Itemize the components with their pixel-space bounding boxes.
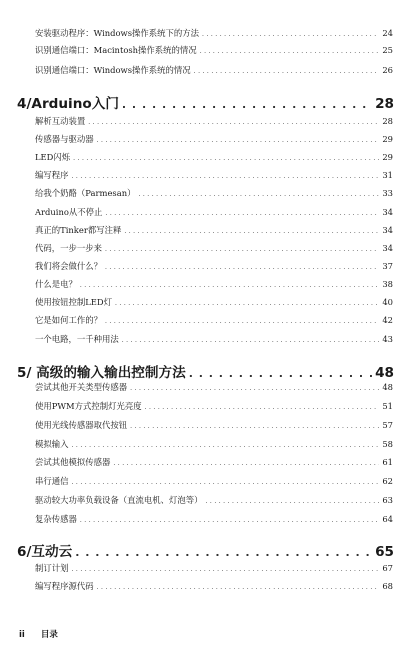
toc-dot-leader xyxy=(88,119,379,126)
toc-section-entry xyxy=(35,475,393,489)
toc-page-number: 37 xyxy=(382,261,393,271)
toc-entry-title: 传感器与驱动器 xyxy=(35,134,94,144)
toc-page-number: 25 xyxy=(382,45,393,55)
toc-page-number: 40 xyxy=(382,297,393,307)
toc-section-entry xyxy=(35,206,393,220)
toc-page-number: 48 xyxy=(382,382,393,392)
toc-page-number: 31 xyxy=(382,170,393,180)
toc-chapter-entry xyxy=(17,92,394,112)
toc-entry-title: 给我个奶酪（Parmesan） xyxy=(35,188,136,198)
toc-section-entry xyxy=(35,494,393,508)
toc-section-entry xyxy=(35,314,393,328)
toc-dot-leader xyxy=(72,442,380,449)
toc-page-number: 62 xyxy=(382,476,393,486)
toc-entry-title: 模拟输入 xyxy=(35,439,69,449)
toc-dot-leader xyxy=(97,584,380,591)
toc-entry-title: 6/互动云 xyxy=(17,544,73,560)
toc-dot-leader xyxy=(200,48,380,55)
toc-page-number: 24 xyxy=(382,28,393,38)
toc-page-number: 43 xyxy=(382,334,393,344)
toc-entry-title: 我们将会做什么？ xyxy=(35,261,102,271)
toc-entry-title: 尝试其他开关类型传感器 xyxy=(35,382,128,392)
toc-entry-title: 4/Arduino入门 xyxy=(17,96,119,112)
toc-dot-leader xyxy=(105,246,379,253)
toc-dot-leader xyxy=(72,173,380,180)
page-footer xyxy=(19,628,58,640)
toc-dot-leader xyxy=(72,479,380,486)
toc-section-entry xyxy=(35,260,393,274)
toc-dot-leader xyxy=(113,460,379,467)
toc-page-number: 58 xyxy=(382,439,393,449)
toc-section-entry xyxy=(35,513,393,527)
toc-dot-leader xyxy=(115,300,379,307)
toc-section-entry xyxy=(35,187,393,201)
toc-section-entry xyxy=(35,296,393,310)
toc-page-number: 34 xyxy=(382,207,393,217)
toc-dot-leader xyxy=(122,337,380,344)
toc-entry-title: 串行通信 xyxy=(35,476,69,486)
toc-entry-title: 一个电路，一千种用法 xyxy=(35,334,119,344)
toc-dot-leader xyxy=(130,385,379,392)
toc-entry-title: 编写程序源代码 xyxy=(35,581,94,591)
toc-dot-leader xyxy=(73,155,379,162)
toc-entry-title: 制订计划 xyxy=(35,563,69,573)
toc-entry-title: 使用按钮控制LED灯 xyxy=(35,297,113,307)
toc-page-number: 38 xyxy=(382,279,393,289)
toc-entry-title: 代码，一步一步来 xyxy=(35,243,102,253)
toc-dot-leader xyxy=(138,191,379,198)
toc-dot-leader xyxy=(206,498,380,505)
toc-page-number: 29 xyxy=(382,152,393,162)
toc-section-entry xyxy=(35,169,393,183)
footer-page-number: ii xyxy=(19,630,25,640)
toc-section-entry xyxy=(35,381,393,395)
toc-section-entry xyxy=(35,438,393,452)
toc-section-entry xyxy=(35,562,393,576)
toc-section-entry xyxy=(35,151,393,165)
toc-page-number: 29 xyxy=(382,134,393,144)
toc-entry-title: 使用光线传感器取代按钮 xyxy=(35,420,128,430)
toc-page-number: 68 xyxy=(382,581,393,591)
toc-entry-title: 识别通信端口：Windows操作系统的情况 xyxy=(35,65,191,75)
toc-entry-title: LED闪烁 xyxy=(35,152,71,162)
toc-chapter-entry xyxy=(17,361,394,381)
toc-dot-leader xyxy=(97,137,380,144)
toc-page-number: 28 xyxy=(382,116,393,126)
toc-page-number: 26 xyxy=(382,65,393,75)
toc-dot-leader xyxy=(145,404,380,411)
footer-label: 目录 xyxy=(40,630,58,640)
toc-section-entry xyxy=(35,456,393,470)
toc-page-number: 64 xyxy=(382,514,393,524)
toc-entry-title: 安装驱动程序：Windows操作系统下的方法 xyxy=(35,28,200,38)
toc-page-number: 51 xyxy=(382,401,393,411)
toc-entry-title: 驱动较大功率负载设备（直流电机、灯泡等） xyxy=(35,495,203,505)
toc-dot-leader xyxy=(189,367,372,380)
toc-section-entry xyxy=(35,333,393,347)
toc-section-entry xyxy=(35,44,393,58)
toc-section-entry xyxy=(35,115,393,129)
toc-dot-leader xyxy=(72,566,380,573)
toc-dot-leader xyxy=(105,318,379,325)
toc-section-entry xyxy=(35,242,393,256)
toc-page-number: 67 xyxy=(382,563,393,573)
toc-page-number: 42 xyxy=(382,315,393,325)
toc-entry-title: 什么是电？ xyxy=(35,279,77,289)
toc-entry-title: 真正的Tinker都写注释 xyxy=(35,225,122,235)
toc-entry-title: 识别通信端口：Macintosh操作系统的情况 xyxy=(35,45,197,55)
toc-dot-leader xyxy=(202,31,379,38)
toc-dot-leader xyxy=(80,282,379,289)
toc-section-entry xyxy=(35,27,393,41)
toc-section-entry xyxy=(35,224,393,238)
toc-page-number: 48 xyxy=(375,365,394,381)
toc-dot-leader xyxy=(105,264,379,271)
toc-chapter-entry xyxy=(17,540,394,560)
toc-page-number: 34 xyxy=(382,243,393,253)
toc-entry-title: 解析互动装置 xyxy=(35,116,86,126)
toc-entry-title: 尝试其他模拟传感器 xyxy=(35,457,111,467)
toc-section-entry xyxy=(35,419,393,433)
toc-page-number: 57 xyxy=(382,420,393,430)
toc-page-number: 65 xyxy=(375,544,394,560)
toc-dot-leader xyxy=(194,68,380,75)
toc-entry-title: 它是如何工作的？ xyxy=(35,315,102,325)
toc-entry-title: 编写程序 xyxy=(35,170,69,180)
toc-dot-leader xyxy=(105,210,379,217)
toc-entry-title: 使用PWM方式控制灯光亮度 xyxy=(35,401,142,411)
toc-page-number: 61 xyxy=(382,457,393,467)
toc-section-entry xyxy=(35,580,393,594)
toc-entry-title: Arduino从不停止 xyxy=(35,207,103,217)
toc-section-entry xyxy=(35,400,393,414)
toc-dot-leader xyxy=(75,546,372,559)
toc-entry-title: 复杂传感器 xyxy=(35,514,77,524)
toc-entry-title: 5/ 高级的输入输出控制方法 xyxy=(17,365,186,381)
toc-section-entry xyxy=(35,278,393,292)
toc-section-entry xyxy=(35,133,393,147)
toc-page-number: 33 xyxy=(382,188,393,198)
toc-dot-leader xyxy=(80,517,379,524)
toc-page-number: 28 xyxy=(375,96,394,112)
toc-section-entry xyxy=(35,64,393,78)
toc-page-number: 34 xyxy=(382,225,393,235)
toc-dot-leader xyxy=(130,423,379,430)
toc-dot-leader xyxy=(122,98,372,111)
toc-dot-leader xyxy=(124,228,379,235)
toc-page-number: 63 xyxy=(382,495,393,505)
